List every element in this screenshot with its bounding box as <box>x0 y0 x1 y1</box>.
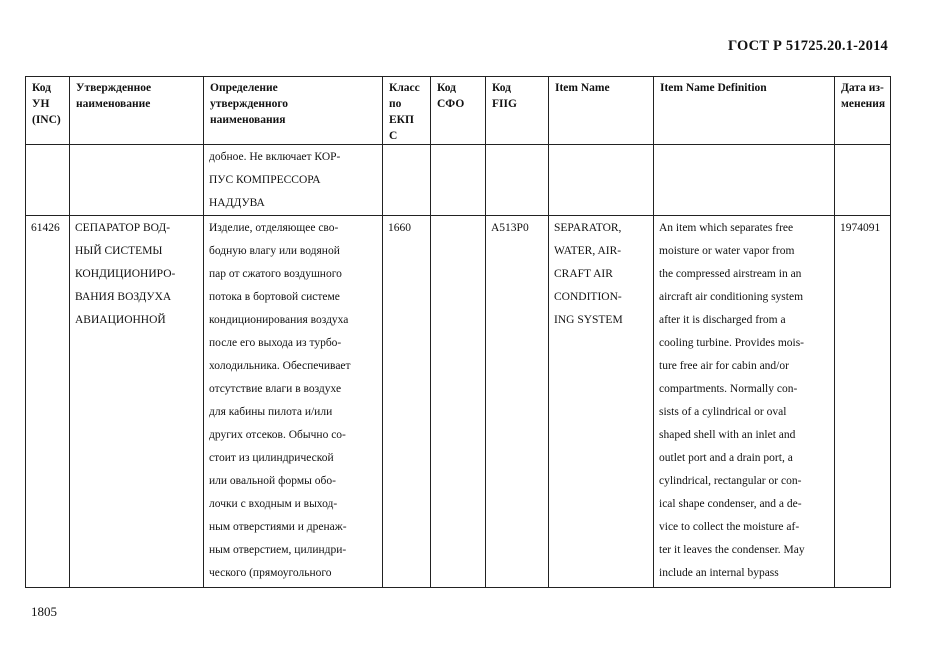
cell-sfo-code <box>431 145 486 216</box>
header-text: FIIG <box>492 98 517 110</box>
cell-text-line: Изделие, отделяющее сво- <box>209 222 339 234</box>
cell-text-line: SEPARATOR, <box>554 222 622 234</box>
cell-text-line: АВИАЦИОННОЙ <box>75 314 166 326</box>
header-change-date <box>835 77 891 145</box>
header-text: наименования <box>210 114 286 126</box>
header-fiig-code <box>486 77 549 145</box>
header-fsc-class <box>383 77 431 145</box>
cell-name-definition <box>204 216 383 588</box>
header-approved-name <box>70 77 204 145</box>
cell-text-line: An item which separates free <box>659 222 794 234</box>
cell-item-name-definition <box>654 145 835 216</box>
cell-text-line: ПУС КОМПРЕССОРА <box>209 174 321 186</box>
header-item-name <box>549 77 654 145</box>
cell-text-line: стоит из цилиндрической <box>209 452 334 464</box>
header-text: Определение <box>210 82 278 94</box>
cell-text-line: WATER, AIR- <box>554 245 622 257</box>
cell-text-line: 1974091 <box>840 222 881 234</box>
cell-text-line: СЕПАРАТОР ВОД- <box>75 222 171 234</box>
cell-text-line: НЫЙ СИСТЕМЫ <box>75 245 163 257</box>
cell-text-line: CONDITION- <box>554 291 622 303</box>
cell-text-line: других отсеков. Обычно со- <box>209 429 346 441</box>
cell-text-line: include an internal bypass <box>659 567 779 579</box>
header-text: Код <box>437 82 457 94</box>
page-number: 1805 <box>31 604 57 619</box>
cell-text-line: after it is discharged from a <box>659 314 786 326</box>
cell-text-line: после его выхода из турбо- <box>209 337 342 349</box>
cell-text-line: бодную влагу или водяной <box>209 245 340 257</box>
header-text: Код <box>492 82 512 94</box>
cell-item-name <box>549 216 654 588</box>
cell-text-line: compartments. Normally con- <box>659 383 798 395</box>
header-text: С <box>389 130 398 142</box>
header-text: Утвержденное <box>76 82 152 94</box>
cell-fsc-class <box>383 145 431 216</box>
cell-text-line: ture free air for cabin and/or <box>659 360 789 372</box>
header-text: ЕКП <box>389 114 414 126</box>
cell-text-line: КОНДИЦИОНИРО- <box>75 268 176 280</box>
cell-text-line: A513P0 <box>491 222 529 234</box>
header-text: УН <box>32 98 50 110</box>
cell-text-line: потока в бортовой системе <box>209 291 340 303</box>
cell-text-line: холодильника. Обеспечивает <box>209 360 351 372</box>
cell-sfo-code <box>431 216 486 588</box>
cell-name-definition <box>204 145 383 216</box>
cell-text-line: ным отверстием, цилиндри- <box>209 544 347 556</box>
header-row <box>26 77 891 145</box>
catalog-table <box>25 76 891 588</box>
cell-fiig-code <box>486 216 549 588</box>
header-item-name-definition <box>654 77 835 145</box>
cell-text-line: или овальной формы обо- <box>209 475 336 487</box>
header-sfo-code <box>431 77 486 145</box>
cell-fsc-class <box>383 216 431 588</box>
header-text: утвержденного <box>210 98 289 110</box>
table-row <box>26 145 891 216</box>
cell-text-line: для кабины пилота и/или <box>209 406 333 418</box>
cell-text-line: 1660 <box>388 222 411 234</box>
cell-text-line: НАДДУВА <box>209 197 265 209</box>
cell-text-line: ным отверстиями и дренаж- <box>209 521 347 533</box>
cell-item-name <box>549 145 654 216</box>
cell-text-line: добное. Не включает КОР- <box>209 151 341 163</box>
cell-text-line: shaped shell with an inlet and <box>659 429 796 441</box>
cell-text-line: vice to collect the moisture af- <box>659 521 800 533</box>
cell-text-line: CRAFT AIR <box>554 268 613 280</box>
header-text: СФО <box>437 98 465 110</box>
cell-text-line: кондиционирования воздуха <box>209 314 349 326</box>
cell-text-line: moisture or water vapor from <box>659 245 795 257</box>
cell-text-line: outlet port and a drain port, a <box>659 452 793 464</box>
cell-text-line: пар от сжатого воздушного <box>209 268 342 280</box>
cell-text-line: ВАНИЯ ВОЗДУХА <box>75 291 172 303</box>
header-inc-code <box>26 77 70 145</box>
table-row <box>26 216 891 588</box>
header-text: наименование <box>76 98 151 110</box>
cell-text-line: 61426 <box>31 222 60 234</box>
cell-text-line: the compressed airstream in an <box>659 268 802 280</box>
cell-text-line: aircraft air conditioning system <box>659 291 804 303</box>
header-text: Дата из- <box>841 82 884 94</box>
cell-change-date <box>835 145 891 216</box>
cell-text-line: cooling turbine. Provides mois- <box>659 337 805 349</box>
cell-text-line: ческого (прямоугольного <box>209 567 332 579</box>
cell-fiig-code <box>486 145 549 216</box>
cell-change-date <box>835 216 891 588</box>
cell-approved-name <box>70 145 204 216</box>
header-text: по <box>389 98 402 110</box>
cell-item-name-definition <box>654 216 835 588</box>
header-text: Item Name Definition <box>660 82 767 94</box>
header-text: менения <box>841 98 886 110</box>
cell-text-line: cylindrical, rectangular or con- <box>659 475 802 487</box>
header-name-definition <box>204 77 383 145</box>
cell-inc-code <box>26 145 70 216</box>
header-text: Класс <box>389 82 420 94</box>
header-text: Код <box>32 82 52 94</box>
cell-text-line: sists of a cylindrical or oval <box>659 406 787 418</box>
cell-text-line: ical shape condenser, and a de- <box>659 498 802 510</box>
cell-approved-name <box>70 216 204 588</box>
cell-text-line: ING SYSTEM <box>554 314 623 326</box>
document-code: ГОСТ Р 51725.20.1-2014 <box>727 38 888 54</box>
cell-text-line: ter it leaves the condenser. May <box>659 544 805 556</box>
header-text: Item Name <box>555 82 610 94</box>
cell-inc-code <box>26 216 70 588</box>
cell-text-line: отсутствие влаги в воздухе <box>209 383 342 395</box>
header-text: (INC) <box>32 114 61 126</box>
cell-text-line: лочки с входным и выход- <box>209 498 338 510</box>
